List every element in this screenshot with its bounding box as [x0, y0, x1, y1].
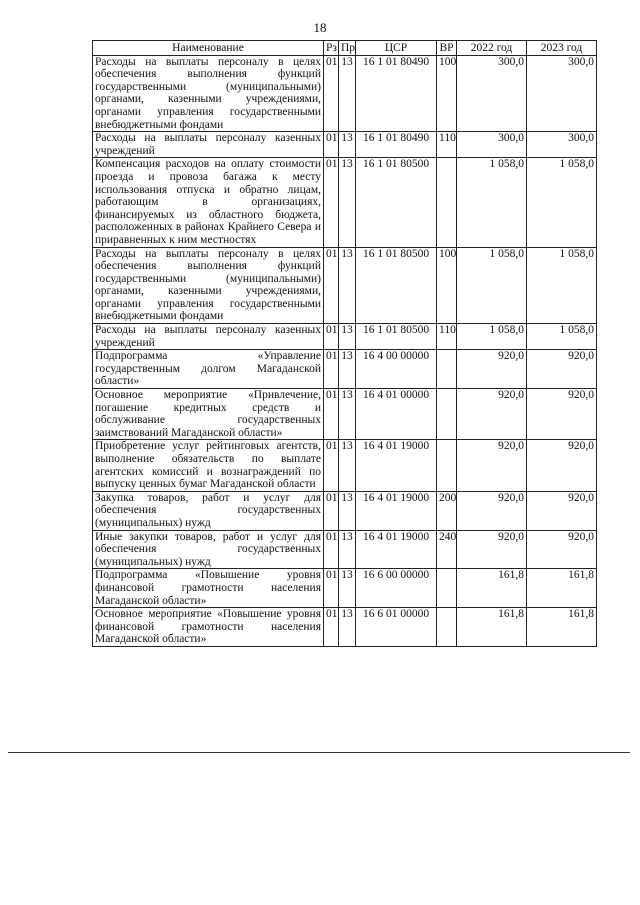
page-divider-line	[8, 752, 630, 753]
header-csr: ЦСР	[356, 41, 437, 56]
row-vr: 100	[437, 247, 457, 324]
row-csr: 16 4 00 00000	[356, 350, 437, 389]
row-csr: 16 1 01 80490	[356, 55, 437, 132]
row-vr: 240	[437, 530, 457, 569]
header-2023: 2023 год	[527, 41, 597, 56]
row-2022: 920,0	[457, 530, 527, 569]
row-csr: 16 1 01 80500	[356, 247, 437, 324]
row-name: Основное мероприятие «Привлечение, погашение кредитных средств и обслуживание государственных заимствований Магаданской области»	[93, 389, 324, 440]
table-row	[93, 158, 597, 247]
row-csr: 16 1 01 80500	[356, 324, 437, 350]
row-vr	[437, 389, 457, 440]
row-rz: 01	[324, 324, 339, 350]
row-csr: 16 4 01 19000	[356, 440, 437, 491]
row-rz: 01	[324, 158, 339, 247]
header-name: Наименование	[93, 41, 324, 56]
row-pr: 13	[339, 350, 356, 389]
row-2022: 161,8	[457, 608, 527, 647]
row-2023: 1 058,0	[527, 158, 597, 247]
row-pr: 13	[339, 491, 356, 530]
row-rz: 01	[324, 608, 339, 647]
row-2023: 920,0	[527, 440, 597, 491]
table-row	[93, 569, 597, 608]
table-row	[93, 440, 597, 491]
row-vr: 110	[437, 132, 457, 158]
row-name: Приобретение услуг рейтинговых агентств, выполнение обязательств по выплате агентских комиссий и вознаграждений по выпуску ценных бумаг Магаданской области	[93, 440, 324, 491]
header-vr: ВР	[437, 41, 457, 56]
row-pr: 13	[339, 608, 356, 647]
table-row	[93, 530, 597, 569]
row-csr: 16 1 01 80490	[356, 132, 437, 158]
row-pr: 13	[339, 530, 356, 569]
row-name: Подпрограмма «Повышение уровня финансовой грамотности населения Магаданской области»	[93, 569, 324, 608]
row-2023: 161,8	[527, 608, 597, 647]
table-header-row	[93, 41, 597, 56]
row-csr: 16 4 01 19000	[356, 491, 437, 530]
header-rz: Рз	[324, 41, 339, 56]
row-2023: 920,0	[527, 530, 597, 569]
row-csr: 16 6 00 00000	[356, 569, 437, 608]
header-pr: Пр	[339, 41, 356, 56]
row-vr	[437, 569, 457, 608]
table-row	[93, 608, 597, 647]
row-2023: 300,0	[527, 132, 597, 158]
row-pr: 13	[339, 440, 356, 491]
row-pr: 13	[339, 247, 356, 324]
row-vr	[437, 440, 457, 491]
row-vr	[437, 608, 457, 647]
row-pr: 13	[339, 132, 356, 158]
row-name: Расходы на выплаты персоналу казенных учреждений	[93, 132, 324, 158]
row-2023: 920,0	[527, 491, 597, 530]
row-name: Закупка товаров, работ и услуг для обеспечения государственных (муниципальных) нужд	[93, 491, 324, 530]
table-row	[93, 350, 597, 389]
page-number: 18	[313, 20, 327, 35]
row-rz: 01	[324, 440, 339, 491]
row-name: Подпрограмма «Управление государственным долгом Магаданской области»	[93, 350, 324, 389]
row-2023: 920,0	[527, 389, 597, 440]
row-rz: 01	[324, 55, 339, 132]
row-name: Иные закупки товаров, работ и услуг для обеспечения государственных (муниципальных) нужд	[93, 530, 324, 569]
row-csr: 16 1 01 80500	[356, 158, 437, 247]
row-name: Основное мероприятие «Повышение уровня финансовой грамотности населения Магаданской области»	[93, 608, 324, 647]
row-rz: 01	[324, 569, 339, 608]
row-2023: 1 058,0	[527, 324, 597, 350]
row-2022: 920,0	[457, 350, 527, 389]
table-row	[93, 324, 597, 350]
row-rz: 01	[324, 491, 339, 530]
budget-table	[92, 40, 597, 647]
row-rz: 01	[324, 247, 339, 324]
row-2022: 920,0	[457, 389, 527, 440]
row-rz: 01	[324, 132, 339, 158]
row-vr	[437, 350, 457, 389]
row-pr: 13	[339, 569, 356, 608]
row-2022: 300,0	[457, 55, 527, 132]
row-2023: 1 058,0	[527, 247, 597, 324]
row-vr: 200	[437, 491, 457, 530]
table-row	[93, 247, 597, 324]
table-row	[93, 55, 597, 132]
row-name: Расходы на выплаты персоналу в целях обеспечения выполнения функций государственными (муниципальными) органами, казенными учреждениями, органами управления государственными внебюджетными фондами	[93, 55, 324, 132]
row-2023: 161,8	[527, 569, 597, 608]
row-pr: 13	[339, 324, 356, 350]
row-2022: 920,0	[457, 440, 527, 491]
row-vr	[437, 158, 457, 247]
row-rz: 01	[324, 530, 339, 569]
row-name: Компенсация расходов на оплату стоимости проезда и провоза багажа к месту использования отпуска и обратно лицам, работающим в организациях, финансируемых из областного бюджета, расположенных в районах Крайнего Севера и приравненных к ним местностях	[93, 158, 324, 247]
row-vr: 110	[437, 324, 457, 350]
row-rz: 01	[324, 350, 339, 389]
row-2022: 300,0	[457, 132, 527, 158]
row-pr: 13	[339, 55, 356, 132]
row-rz: 01	[324, 389, 339, 440]
row-2022: 1 058,0	[457, 247, 527, 324]
row-csr: 16 4 01 19000	[356, 530, 437, 569]
row-vr: 100	[437, 55, 457, 132]
row-pr: 13	[339, 389, 356, 440]
table-row	[93, 132, 597, 158]
row-pr: 13	[339, 158, 356, 247]
row-2023: 300,0	[527, 55, 597, 132]
header-2022: 2022 год	[457, 41, 527, 56]
row-2022: 1 058,0	[457, 158, 527, 247]
row-name: Расходы на выплаты персоналу в целях обеспечения выполнения функций государственными (муниципальными) органами, казенными учреждениями, органами управления государственными внебюджетными фондами	[93, 247, 324, 324]
row-csr: 16 6 01 00000	[356, 608, 437, 647]
row-2023: 920,0	[527, 350, 597, 389]
row-csr: 16 4 01 00000	[356, 389, 437, 440]
table-row	[93, 389, 597, 440]
row-2022: 161,8	[457, 569, 527, 608]
row-name: Расходы на выплаты персоналу казенных учреждений	[93, 324, 324, 350]
table-row	[93, 491, 597, 530]
row-2022: 1 058,0	[457, 324, 527, 350]
row-2022: 920,0	[457, 491, 527, 530]
